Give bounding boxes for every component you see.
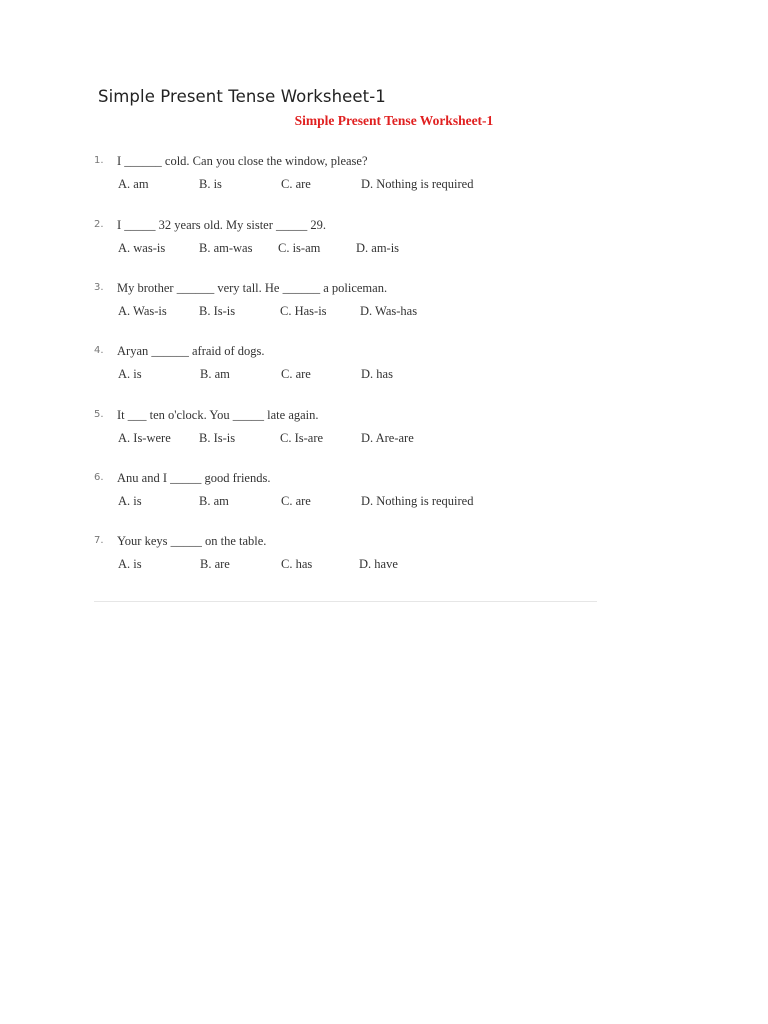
option-b: B. am	[199, 494, 229, 508]
option-d: D. Was-has	[360, 304, 418, 318]
option-c: C. are	[281, 177, 311, 191]
option-c: C. are	[281, 494, 311, 508]
question-number: 7.	[94, 535, 104, 546]
question-number: 5.	[94, 409, 104, 420]
option-c: C. has	[281, 557, 313, 571]
option-b: B. are	[200, 557, 230, 571]
question-number: 1.	[94, 155, 104, 166]
option-b: B. Is-is	[199, 431, 236, 445]
question-number: 6.	[94, 472, 104, 483]
question-text: I ______ cold. Can you close the window, please?	[117, 154, 368, 168]
question-number: 4.	[94, 345, 104, 356]
option-c: C. Has-is	[280, 304, 327, 318]
option-b: B. Is-is	[199, 304, 236, 318]
option-a: A. is	[118, 557, 142, 571]
page-heading: Simple Present Tense Worksheet-1	[98, 87, 386, 106]
question-text: Aryan ______ afraid of dogs.	[117, 344, 265, 358]
option-b: B. is	[199, 177, 222, 191]
question-text: Anu and I _____ good friends.	[117, 471, 271, 485]
option-b: B. am-was	[199, 241, 253, 255]
option-d: D. Nothing is required	[361, 177, 474, 191]
question-text: My brother ______ very tall. He ______ a policeman.	[117, 281, 388, 295]
option-a: A. Is-were	[118, 431, 171, 445]
option-d: D. Are-are	[361, 431, 414, 445]
worksheet-title: Simple Present Tense Worksheet-1	[294, 113, 494, 128]
option-a: A. is	[118, 494, 142, 508]
option-a: A. was-is	[118, 241, 166, 255]
question-number: 2.	[94, 219, 104, 230]
question-text: I _____ 32 years old. My sister _____ 29.	[117, 218, 327, 232]
option-d: D. has	[361, 367, 393, 381]
option-d: D. am-is	[356, 241, 400, 255]
option-c: C. Is-are	[280, 431, 324, 445]
option-c: C. are	[281, 367, 311, 381]
question-number: 3.	[94, 282, 104, 293]
option-a: A. Was-is	[118, 304, 167, 318]
question-text: It ___ ten o'clock. You _____ late again.	[117, 408, 319, 422]
option-d: D. have	[359, 557, 398, 571]
question-text: Your keys _____ on the table.	[117, 534, 267, 548]
option-a: A. is	[118, 367, 142, 381]
option-c: C. is-am	[278, 241, 321, 255]
option-a: A. am	[118, 177, 149, 191]
option-d: D. Nothing is required	[361, 494, 474, 508]
option-b: B. am	[200, 367, 230, 381]
divider	[94, 601, 597, 602]
